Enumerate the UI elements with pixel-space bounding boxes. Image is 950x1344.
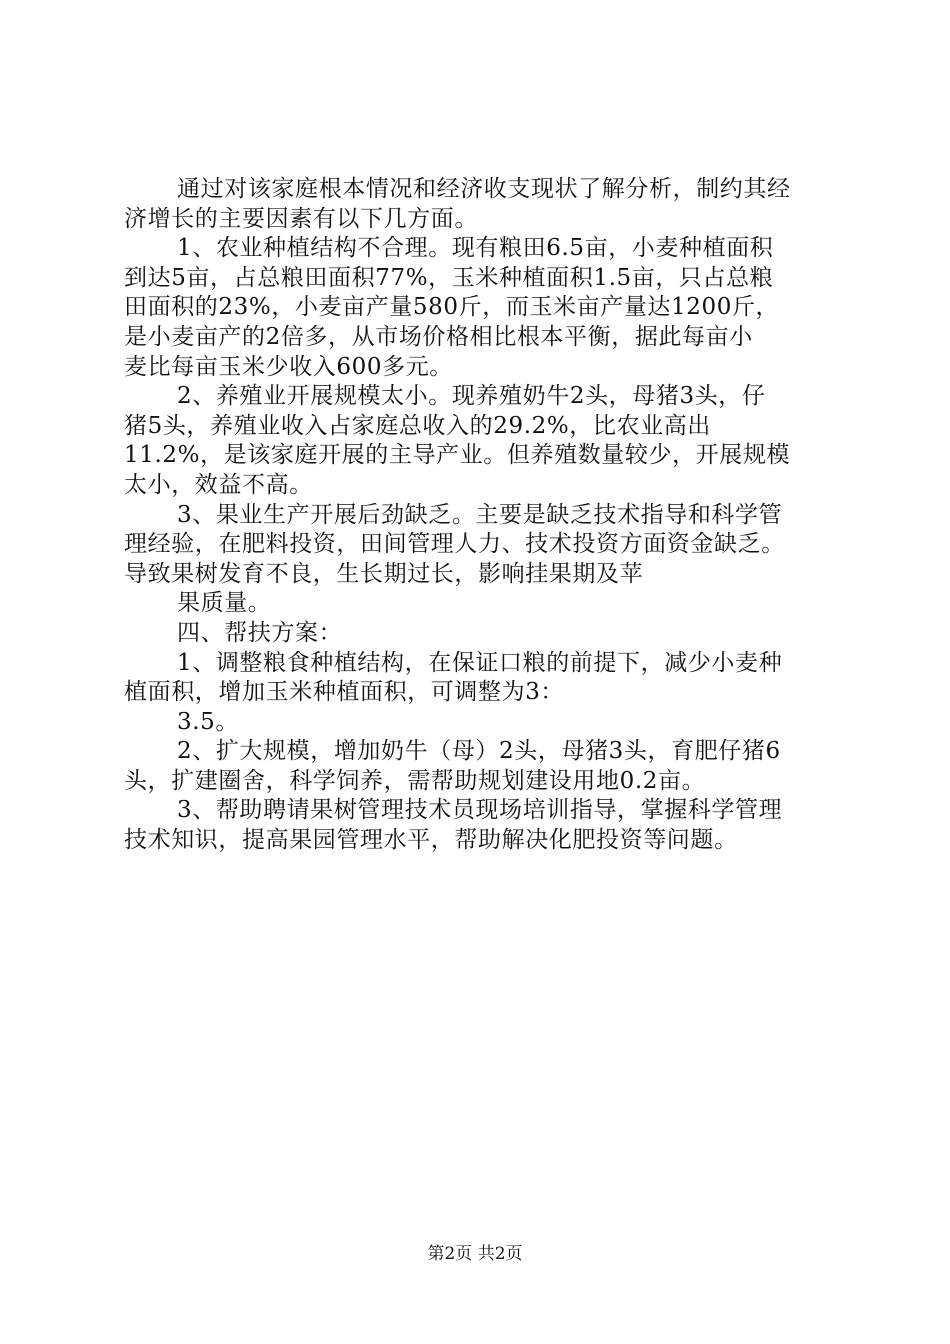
- text-line: 2、扩大规模，增加奶牛（母）2头，母猪3头，育肥仔猪6: [177, 738, 781, 765]
- text-line: 植面积，增加玉米种植面积，可调整为3：: [124, 679, 565, 706]
- text-line: 猪5头，养殖业收入占家庭总收入的29.2%，比农业高出: [124, 412, 711, 439]
- text-line: 头，扩建圈舍，科学饲养，需帮助规划建设用地0.2亩。: [124, 767, 706, 794]
- text-line: 3、果业生产开展后劲缺乏。主要是缺乏技术指导和科学管: [177, 501, 783, 528]
- text-line: 麦比每亩玉米少收入600多元。: [124, 353, 453, 380]
- text-line: 通过对该家庭根本情况和经济收支现状了解分析，制约其经: [177, 176, 791, 202]
- text-line: 1、调整粮食种植结构，在保证口粮的前提下，减少小麦种: [177, 649, 783, 676]
- text-line: 太小，效益不高。: [124, 471, 313, 498]
- text-line: 1、农业种植结构不合理。现有粮田6.5亩，小麦种植面积: [177, 235, 774, 262]
- text-line: 3.5。: [177, 708, 239, 735]
- section-heading: 四、帮扶方案：: [177, 619, 343, 646]
- text-line: 果质量。: [177, 590, 272, 617]
- text-line: 理经验，在肥料投资，田间管理人力、技术投资方面资金缺乏。: [124, 531, 785, 558]
- text-line: 技术知识，提高果园管理水平，帮助解决化肥投资等问题。: [124, 827, 738, 854]
- text-line: 到达5亩，占总粮田面积77%，玉米种植面积1.5亩，只占总粮: [124, 264, 774, 291]
- text-line: 济增长的主要因素有以下几方面。: [124, 205, 478, 232]
- text-line: 导致果树发育不良，生长期过长，影响挂果期及苹: [124, 560, 644, 587]
- text-line: 田面积的23%，小麦亩产量580斤，而玉米亩产量达1200斤，: [124, 294, 780, 321]
- text-line: 是小麦亩产的2倍多，从市场价格相比根本平衡，据此每亩小: [124, 323, 753, 350]
- text-line: 2、养殖业开展规模太小。现养殖奶牛2头，母猪3头，仔: [177, 383, 766, 410]
- page-footer: [0, 1243, 950, 1265]
- text-line: 11.2%，是该家庭开展的主导产业。但养殖数量较少，开展规模: [124, 442, 791, 469]
- page-number-label: 第2页 共2页: [427, 1244, 523, 1264]
- body-text: [124, 175, 844, 856]
- text-line: 3、帮助聘请果树管理技术员现场培训指导，掌握科学管理: [177, 797, 783, 824]
